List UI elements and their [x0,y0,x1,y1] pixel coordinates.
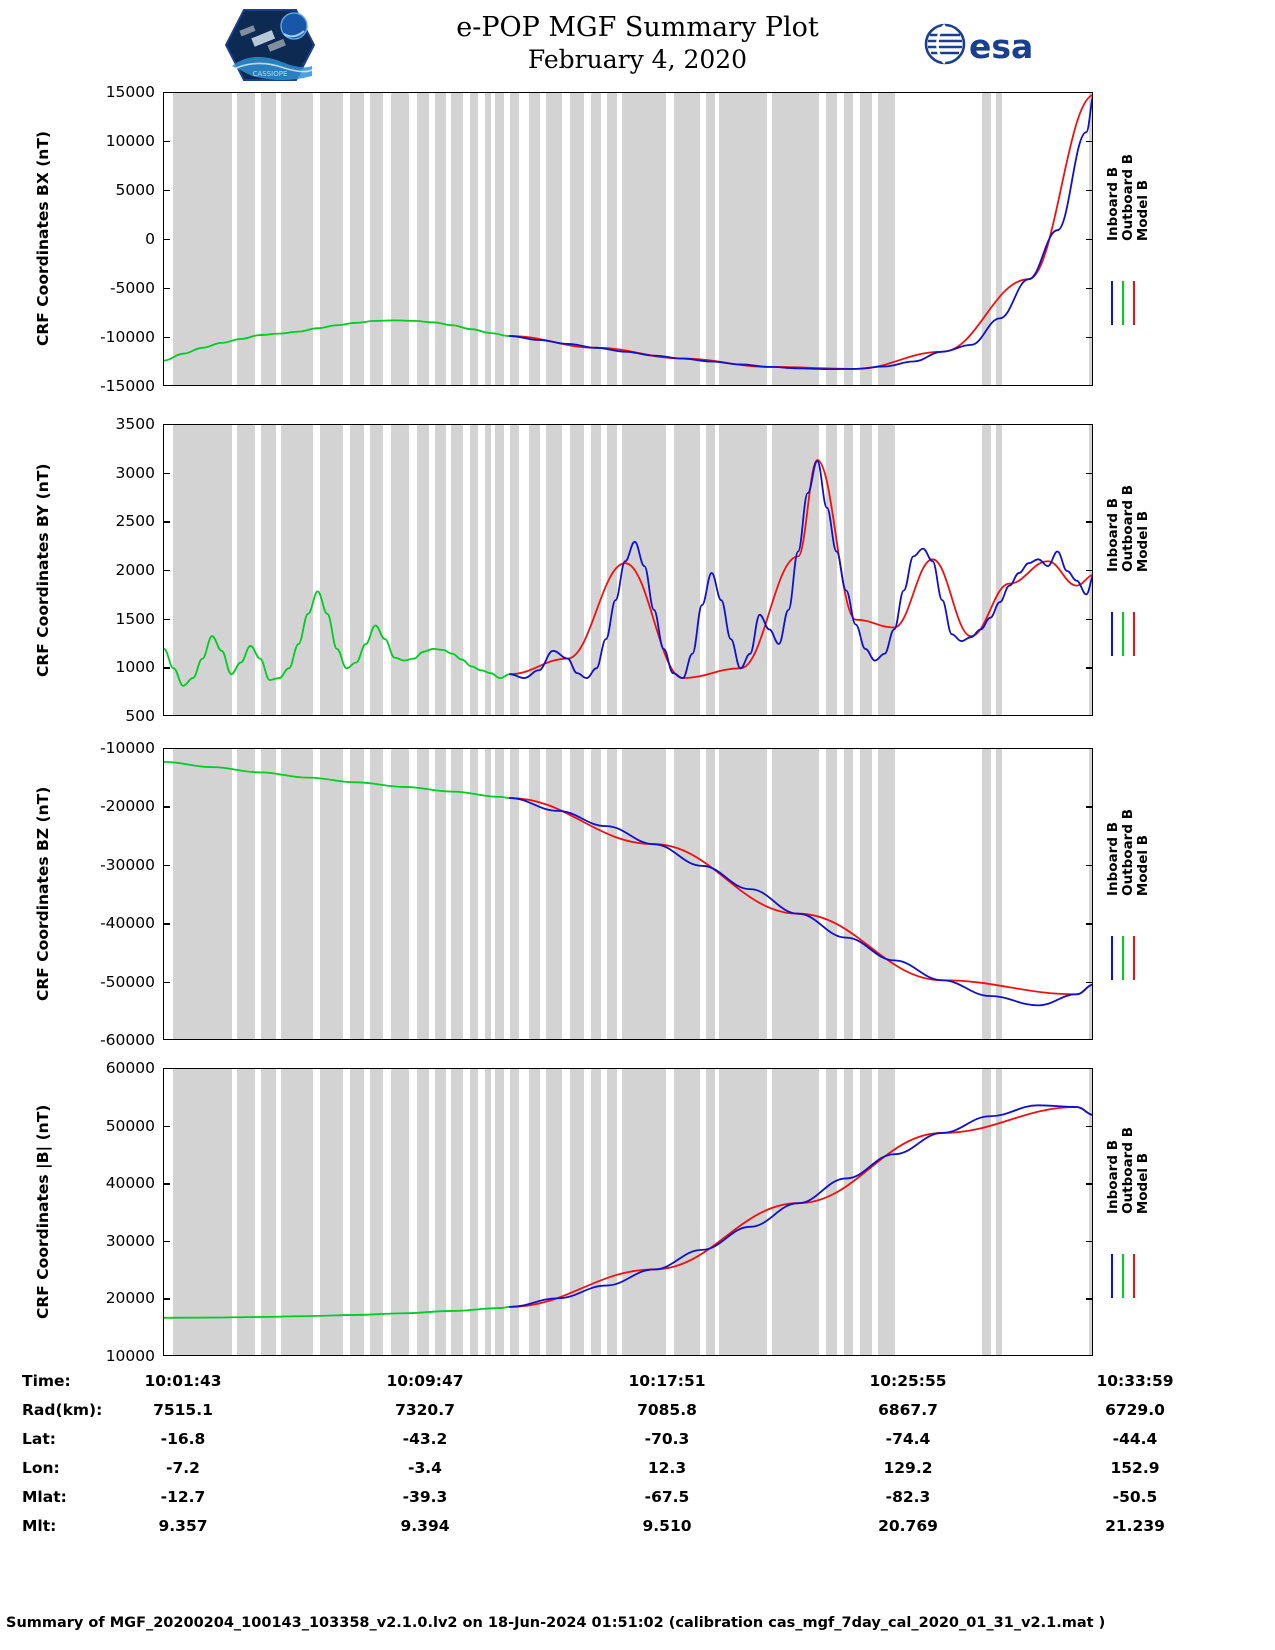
legend-label: Inboard B [1105,166,1121,241]
title-main-text: e-POP MGF Summary Plot [456,12,819,43]
footer-cell: 7515.1 [153,1401,213,1419]
footer-row [0,1488,1275,1517]
footer-cell: -44.4 [1112,1430,1158,1448]
y-tick-mark [1086,1298,1093,1299]
y-tick-mark [1086,1068,1093,1069]
footer-cell: 9.394 [400,1517,450,1535]
series-line-outboard-b [164,320,510,360]
legend-label: Model B [1135,179,1152,241]
footer-cell: -82.3 [885,1488,931,1506]
footer-row-label: Lat: [22,1430,56,1448]
y-tick-mark [163,715,170,716]
y-tick-label: 2000 [115,561,155,579]
footer-row-label: Rad(km): [22,1401,103,1419]
legend-label: Model B [1135,510,1152,572]
y-tick-label: 3000 [115,463,155,482]
footer-row-label: Mlat: [22,1488,67,1506]
y-tick-mark [1086,424,1093,425]
svg-text:CASSIOPE: CASSIOPE [252,70,288,78]
y-tick-mark [1086,923,1093,924]
footer-row [0,1430,1275,1459]
footer-cell: 6729.0 [1105,1401,1165,1419]
y-tick-mark [163,92,170,93]
footer-row [0,1372,1275,1401]
series-line-outboard-b [164,762,510,798]
y-tick-mark [1086,337,1093,338]
y-tick-mark [163,424,170,425]
footer-cell: 7320.7 [395,1401,455,1419]
footer-cell: -43.2 [402,1430,448,1448]
y-tick-label: 10000 [105,132,155,150]
footer-cell: 10:09:47 [386,1372,464,1390]
y-tick-mark [163,865,170,866]
footer-cell: -50.5 [1112,1488,1158,1506]
series-line-model-b [510,95,1093,369]
footer-cell: 10:25:55 [869,1372,947,1390]
y-tick-mark [163,923,170,924]
series-canvas-by [164,425,1093,716]
y-tick-mark [1086,1355,1093,1356]
legend-label: Inboard B [1105,821,1121,896]
y-tick-mark [163,748,170,749]
footer-cell: 21.239 [1105,1517,1165,1535]
y-axis-label-bx: CRF Coordinates BX (nT) [34,131,52,347]
y-tick-mark [163,473,170,474]
y-tick-mark [163,667,170,668]
legend-label: Inboard B [1105,1139,1121,1214]
y-tick-mark [163,1298,170,1299]
y-tick-mark [1086,190,1093,191]
series-canvas-btot [164,1069,1093,1356]
y-axis-label-bz: CRF Coordinates BZ (nT) [34,786,52,1002]
y-tick-mark [1086,667,1093,668]
footer-cell: 20.769 [878,1517,938,1535]
legend-label: Outboard B [1120,1127,1137,1214]
footer-cell: 10:33:59 [1096,1372,1174,1390]
footer-cell: -74.4 [885,1430,931,1448]
legend-label: Outboard B [1120,809,1137,896]
y-tick-mark [163,570,170,571]
y-tick-mark [163,1241,170,1242]
y-tick-label: 1500 [115,609,155,628]
series-line-inboard-b [510,461,1093,678]
y-tick-label: 15000 [105,83,155,101]
legend-color-keys [1111,936,1135,980]
y-tick-mark [1086,982,1093,983]
y-tick-label: 30000 [105,1231,155,1250]
plot-panel-by [0,415,1275,725]
y-tick-mark [1086,1183,1093,1184]
y-tick-mark [1086,473,1093,474]
y-tick-mark [1086,1039,1093,1040]
plot-area-by [163,424,1093,716]
legend-color-keys [1111,1254,1135,1298]
legend-color-swatch [1133,936,1135,980]
y-tick-mark [163,337,170,338]
legend-bz [1105,809,1151,900]
y-tick-mark [163,806,170,807]
footer-row-label: Time: [22,1372,71,1390]
legend-color-swatch [1122,281,1124,325]
plot-area-bz [163,748,1093,1040]
y-tick-mark [163,1039,170,1040]
y-tick-label: -15000 [100,377,155,395]
y-tick-label: 10000 [105,1347,155,1365]
series-canvas-bz [164,749,1093,1040]
y-tick-label: 50000 [105,1116,155,1135]
legend-color-swatch [1133,612,1135,656]
legend-color-keys [1111,281,1135,325]
footer-row [0,1459,1275,1488]
page-title [0,12,1275,75]
y-tick-mark [163,141,170,142]
y-axis-label-btot: CRF Coordinates |B| (nT) [34,1104,52,1320]
footer-cell: 129.2 [883,1459,933,1477]
plot-panel-bx [0,83,1275,395]
footer-cell: 10:17:51 [628,1372,706,1390]
legend-by [1105,485,1151,576]
legend-color-swatch [1133,1254,1135,1298]
title-date-text: February 4, 2020 [527,44,748,74]
footer-cell: 12.3 [647,1459,687,1477]
y-tick-label: -30000 [100,855,155,874]
y-tick-mark [163,1126,170,1127]
y-tick-mark [1086,1126,1093,1127]
footer-cell: -70.3 [644,1430,690,1448]
y-tick-mark [163,385,170,386]
series-line-outboard-b [164,1307,510,1318]
y-tick-mark [163,619,170,620]
legend-bx [1105,154,1151,245]
plot-area-btot [163,1068,1093,1356]
legend-color-swatch [1122,1254,1124,1298]
legend-color-swatch [1111,936,1113,980]
series-line-inboard-b [510,95,1093,369]
series-line-outboard-b [164,591,510,685]
y-tick-mark [1086,806,1093,807]
y-tick-label: 20000 [105,1289,155,1308]
y-tick-label: 0 [145,230,155,248]
footer-cell: -3.4 [408,1459,442,1477]
y-tick-mark [163,521,170,522]
y-tick-mark [1086,288,1093,289]
footer-row [0,1517,1275,1546]
legend-color-swatch [1122,936,1124,980]
y-tick-mark [1086,619,1093,620]
footer-cell: 6867.7 [878,1401,938,1419]
y-tick-mark [1086,865,1093,866]
legend-color-swatch [1111,1254,1113,1298]
legend-label: Model B [1135,834,1152,896]
legend-color-keys [1111,612,1135,656]
legend-label: Model B [1135,1152,1152,1214]
plot-area-bx [163,92,1093,386]
y-tick-mark [1086,385,1093,386]
y-tick-label: -5000 [109,279,155,297]
y-tick-mark [163,982,170,983]
y-tick-mark [163,288,170,289]
footer-row-label: Lon: [22,1459,60,1477]
y-tick-mark [1086,92,1093,93]
y-tick-mark [163,1355,170,1356]
y-tick-mark [1086,239,1093,240]
footer-row-label: Mlt: [22,1517,57,1535]
y-tick-mark [1086,715,1093,716]
footer-cell: 152.9 [1110,1459,1160,1477]
plot-panel-bz [0,739,1275,1049]
footer-cell: 9.357 [158,1517,208,1535]
footer-cell: -16.8 [160,1430,206,1448]
footer-cell: -7.2 [166,1459,200,1477]
footer-cell: 7085.8 [637,1401,697,1419]
y-tick-mark [1086,141,1093,142]
y-tick-label: 2500 [115,512,155,531]
y-tick-mark [163,190,170,191]
y-tick-mark [163,239,170,240]
y-tick-mark [1086,570,1093,571]
y-tick-label: 500 [125,707,155,725]
y-tick-mark [163,1183,170,1184]
y-tick-label: 5000 [115,181,155,199]
legend-label: Outboard B [1120,485,1137,572]
y-tick-label: -50000 [100,972,155,991]
legend-label: Inboard B [1105,497,1121,572]
legend-btot [1105,1127,1151,1218]
y-tick-label: -10000 [100,328,155,346]
footer-cell: -67.5 [644,1488,690,1506]
y-tick-label: -10000 [100,739,155,757]
series-line-inboard-b [510,1105,1093,1307]
footer-row [0,1401,1275,1430]
series-line-model-b [510,798,1093,994]
legend-color-swatch [1122,612,1124,656]
y-tick-label: 3500 [115,415,155,433]
legend-label: Outboard B [1120,154,1137,241]
y-tick-label: 60000 [105,1059,155,1077]
y-tick-label: -60000 [100,1031,155,1049]
y-tick-mark [1086,1241,1093,1242]
y-axis-label-by: CRF Coordinates BY (nT) [34,463,52,677]
series-line-model-b [510,460,1093,678]
summary-caption: Summary of MGF_20200204_100143_103358_v2.1.0.lv2 on 18-Jun-2024 01:51:02 (calibration cas_mgf_7day_cal_2020_01_31_v2.1.mat ) [6,1615,1106,1631]
footer-cell: 9.510 [642,1517,692,1535]
y-tick-label: -40000 [100,914,155,933]
y-tick-label: 40000 [105,1174,155,1193]
page-header [0,0,1275,92]
svg-text:esa: esa [969,27,1034,66]
legend-color-swatch [1133,281,1135,325]
footer-cell: 10:01:43 [144,1372,222,1390]
ephemeris-footer-table [0,1372,1275,1546]
y-tick-mark [163,1068,170,1069]
y-tick-mark [1086,521,1093,522]
legend-color-swatch [1111,281,1113,325]
y-tick-label: 1000 [115,658,155,677]
plot-panel-btot [0,1059,1275,1365]
series-canvas-bx [164,93,1093,386]
esa-logo-icon [923,22,1047,66]
legend-color-swatch [1111,612,1113,656]
y-tick-mark [1086,748,1093,749]
footer-cell: -12.7 [160,1488,206,1506]
y-tick-label: -20000 [100,797,155,816]
series-line-model-b [510,1107,1093,1307]
footer-cell: -39.3 [402,1488,448,1506]
